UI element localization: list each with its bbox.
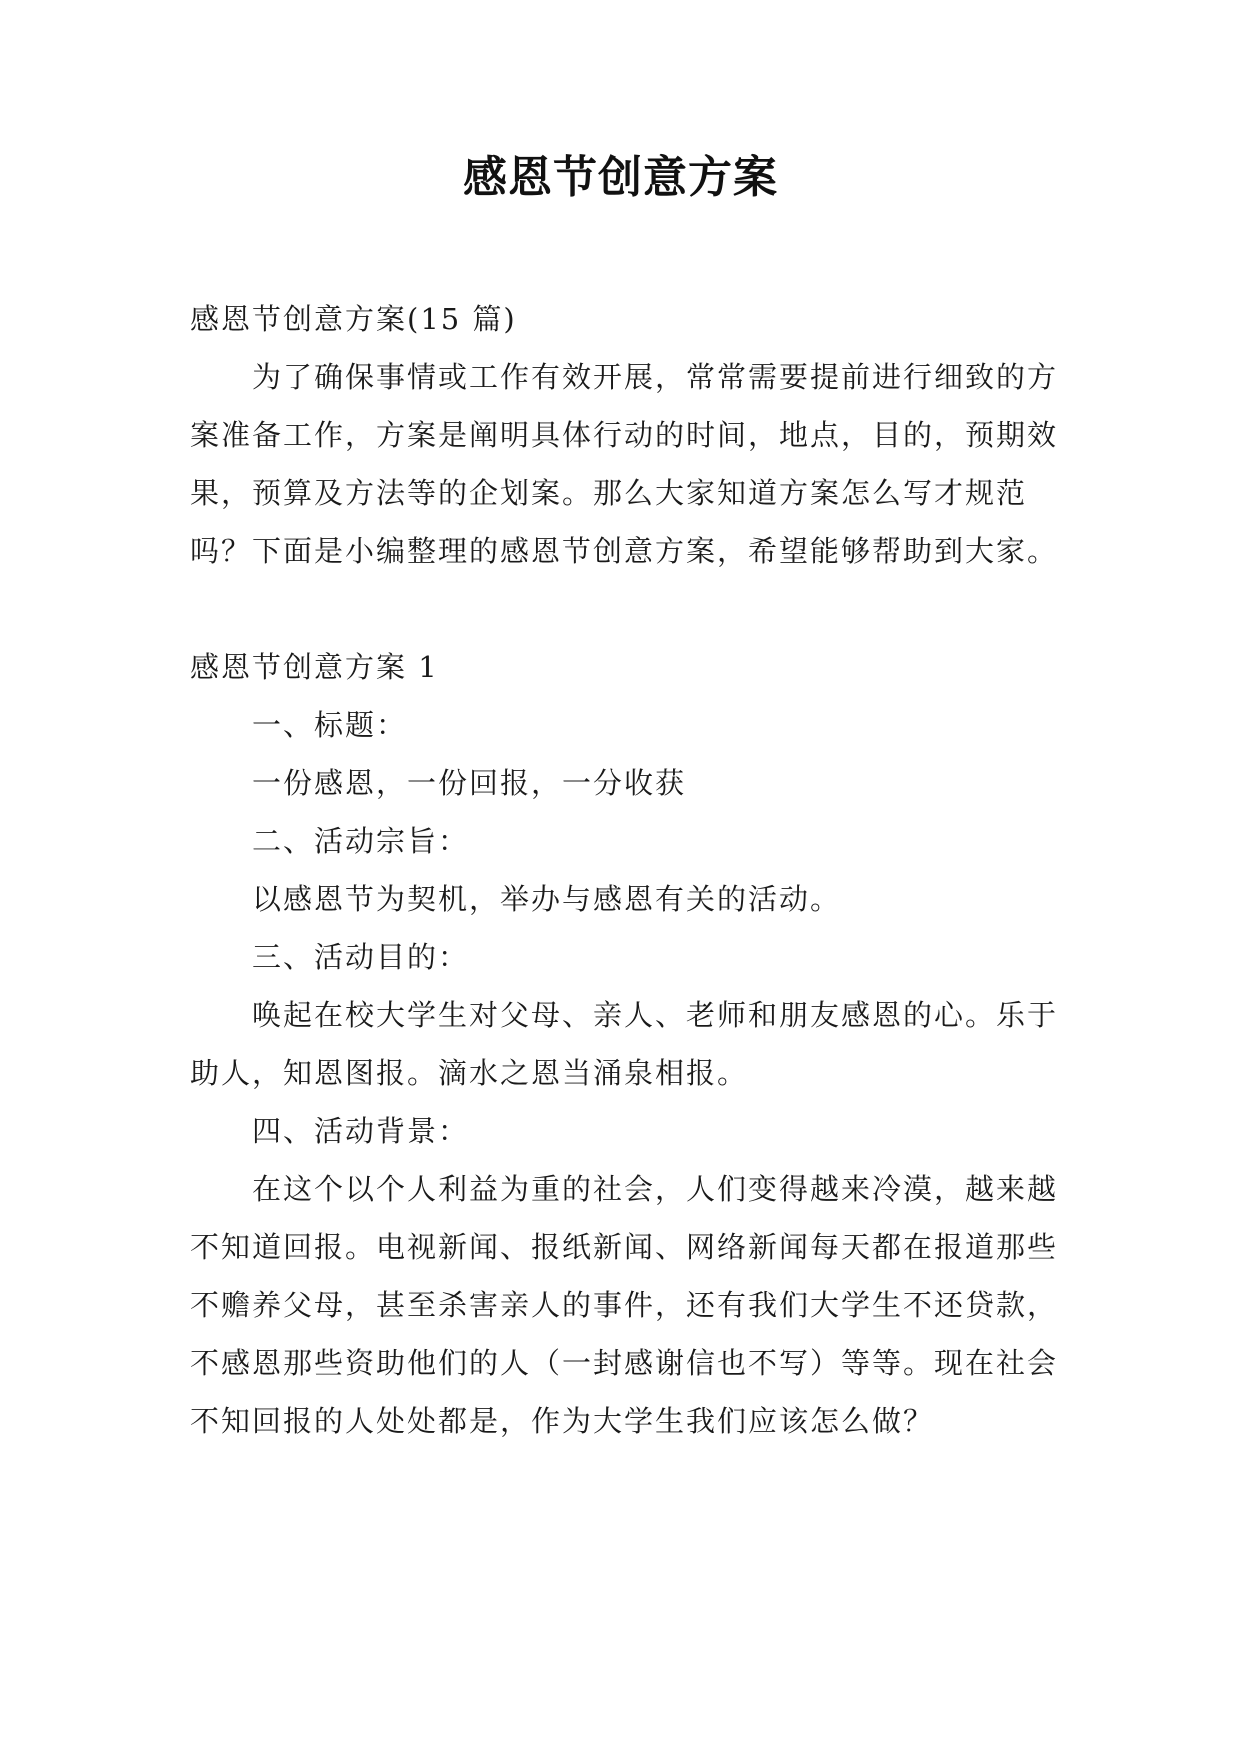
- document-subtitle: 感恩节创意方案(15 篇): [190, 302, 517, 336]
- intro-paragraph: 为了确保事情或工作有效开展，常常需要提前进行细致的方案准备工作，方案是阐明具体行动的时间，地点，目的，预期效果，预算及方法等的企划案。那么大家知道方案怎么写才规范吗？下面是小编整理的感恩节创意方案，希望能够帮助到大家。: [190, 360, 1059, 568]
- section-heading: 感恩节创意方案 1: [190, 650, 439, 684]
- document-title: 感恩节创意方案: [463, 152, 778, 203]
- item-body: 唤起在校大学生对父母、亲人、老师和朋友感恩的心。乐于助人，知恩图报。滴水之恩当涌泉相报。: [190, 998, 1059, 1090]
- document-body: [190, 290, 1060, 1450]
- item-heading: 一、标题：: [252, 708, 408, 742]
- item-body: 一份感恩，一份回报，一分收获: [252, 766, 687, 800]
- item-heading: 四、活动背景：: [252, 1114, 470, 1148]
- item-heading: 三、活动目的：: [252, 940, 470, 974]
- item-body: 在这个以个人利益为重的社会，人们变得越来冷漠，越来越不知道回报。电视新闻、报纸新闻、网络新闻每天都在报道那些不赡养父母，甚至杀害亲人的事件，还有我们大学生不还贷款，不感恩那些资助他们的人（一封感谢信也不写）等等。现在社会不知回报的人处处都是，作为大学生我们应该怎么做？: [190, 1172, 1059, 1438]
- item-heading: 二、活动宗旨：: [252, 824, 470, 858]
- item-body: 以感恩节为契机，举办与感恩有关的活动。: [252, 882, 842, 916]
